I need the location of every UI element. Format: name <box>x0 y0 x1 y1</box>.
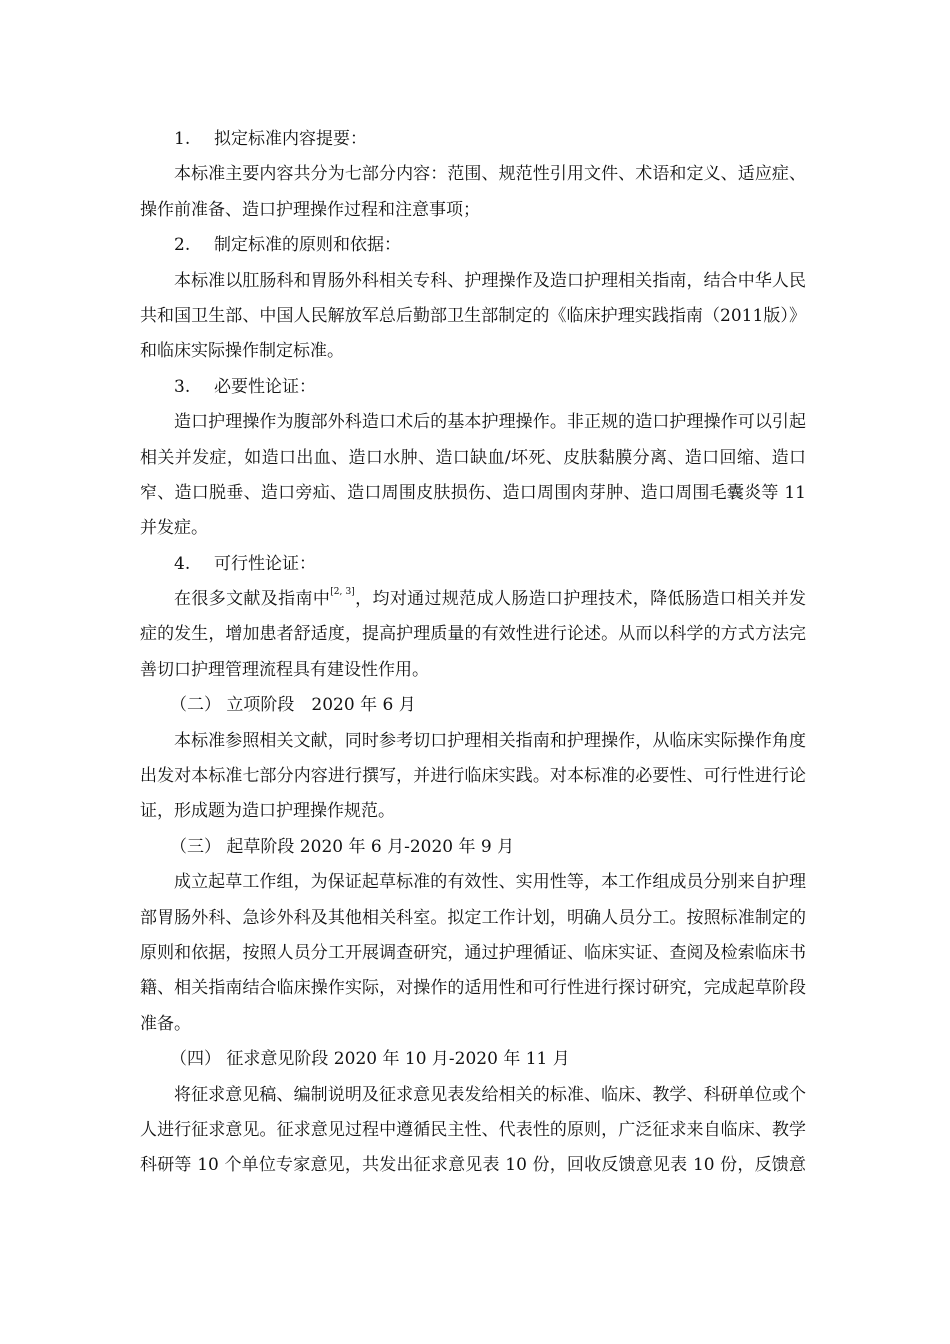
paragraph-line: 善切口护理管理流程具有建设性作用。 <box>140 659 429 680</box>
heading-number: 3. <box>174 376 191 397</box>
paragraph-line: 本标准主要内容共分为七部分内容：范围、规范性引用文件、术语和定义、适应症、 <box>174 164 806 185</box>
citation: [2, 3] <box>330 587 355 598</box>
heading-text: 制定标准的原则和依据： <box>214 235 401 256</box>
heading-number: 4. <box>174 553 191 574</box>
paragraph-line: 将征求意见稿、编制说明及征求意见表发给相关的标准、临床、教学、科研单位或个 <box>174 1084 806 1105</box>
paragraph-line: 共和国卫生部、中国人民解放军总后勤部卫生部制定的《临床护理实践指南（2011版）》 <box>140 305 806 326</box>
stage-heading: （四） 征求意见阶段 2020 年 10 月-2020 年 11 月 <box>170 1049 570 1070</box>
section-heading <box>140 122 806 157</box>
paragraph-line: 相关并发症，如造口出血、造口水肿、造口缺血/坏死、皮肤黏膜分离、造口回缩、造口 <box>140 447 806 468</box>
stage-heading: （三） 起草阶段 2020 年 6 月-2020 年 9 月 <box>170 836 515 857</box>
paragraph-line <box>140 582 806 617</box>
paragraph-line: 原则和依据，按照人员分工开展调查研究，通过护理循证、临床实证、查阅及检索临床书 <box>140 942 806 963</box>
text-run: ，均对通过规范成人肠造口护理技术，降低肠造口相关并发 <box>354 589 806 610</box>
paragraph-line: 证，形成题为造口护理操作规范。 <box>140 801 395 822</box>
section-heading <box>140 370 806 405</box>
paragraph-line: 部胃肠外科、急诊外科及其他相关科室。拟定工作计划，明确人员分工。按照标准制定的 <box>140 907 806 928</box>
heading-text: 拟定标准内容提要： <box>214 129 367 149</box>
paragraph-line: 准备。 <box>140 1013 191 1034</box>
heading-number: 2. <box>174 235 191 256</box>
paragraph-line: 造口护理操作为腹部外科造口术后的基本护理操作。非正规的造口护理操作可以引起 <box>174 412 806 433</box>
paragraph-line: 科研等 10 个单位专家意见，共发出征求意见表 10 份，回收反馈意见表 10 份，反馈意 <box>140 1155 806 1176</box>
section-heading <box>140 228 806 263</box>
paragraph-line: 本标准参照相关文献，同时参考切口护理相关指南和护理操作，从临床实际操作角度 <box>174 730 806 751</box>
section-heading <box>140 547 806 582</box>
paragraph-line: 本标准以肛肠科和胃肠外科相关专科、护理操作及造口护理相关指南，结合中华人民 <box>174 270 806 291</box>
paragraph-line: 操作前准备、造口护理操作过程和注意事项； <box>140 199 480 220</box>
paragraph-line: 和临床实际操作制定标准。 <box>140 341 344 362</box>
paragraph-line: 症的发生，增加患者舒适度，提高护理质量的有效性进行论述。从而以科学的方式方法完 <box>140 624 806 645</box>
paragraph-line: 窄、造口脱垂、造口旁疝、造口周围皮肤损伤、造口周围肉芽肿、造口周围毛囊炎等 11 <box>140 482 806 503</box>
paragraph-line: 出发对本标准七部分内容进行撰写，并进行临床实践。对本标准的必要性、可行性进行论 <box>140 766 806 787</box>
document-body <box>140 122 806 1184</box>
paragraph-line: 人进行征求意见。征求意见过程中遵循民主性、代表性的原则，广泛征求来自临床、教学 <box>140 1119 806 1140</box>
paragraph-line: 籍、相关指南结合临床操作实际，对操作的适用性和可行性进行探讨研究，完成起草阶段 <box>140 978 806 999</box>
heading-text: 必要性论证： <box>214 376 316 397</box>
paragraph-line: 成立起草工作组，为保证起草标准的有效性、实用性等，本工作组成员分别来自护理 <box>174 872 806 893</box>
text-run: 在很多文献及指南中 <box>174 589 331 610</box>
heading-number: 1. <box>174 129 191 149</box>
stage-heading: （二） 立项阶段 2020 年 6 月 <box>170 695 416 716</box>
heading-text: 可行性论证： <box>214 553 316 574</box>
paragraph-line: 并发症。 <box>140 518 208 539</box>
